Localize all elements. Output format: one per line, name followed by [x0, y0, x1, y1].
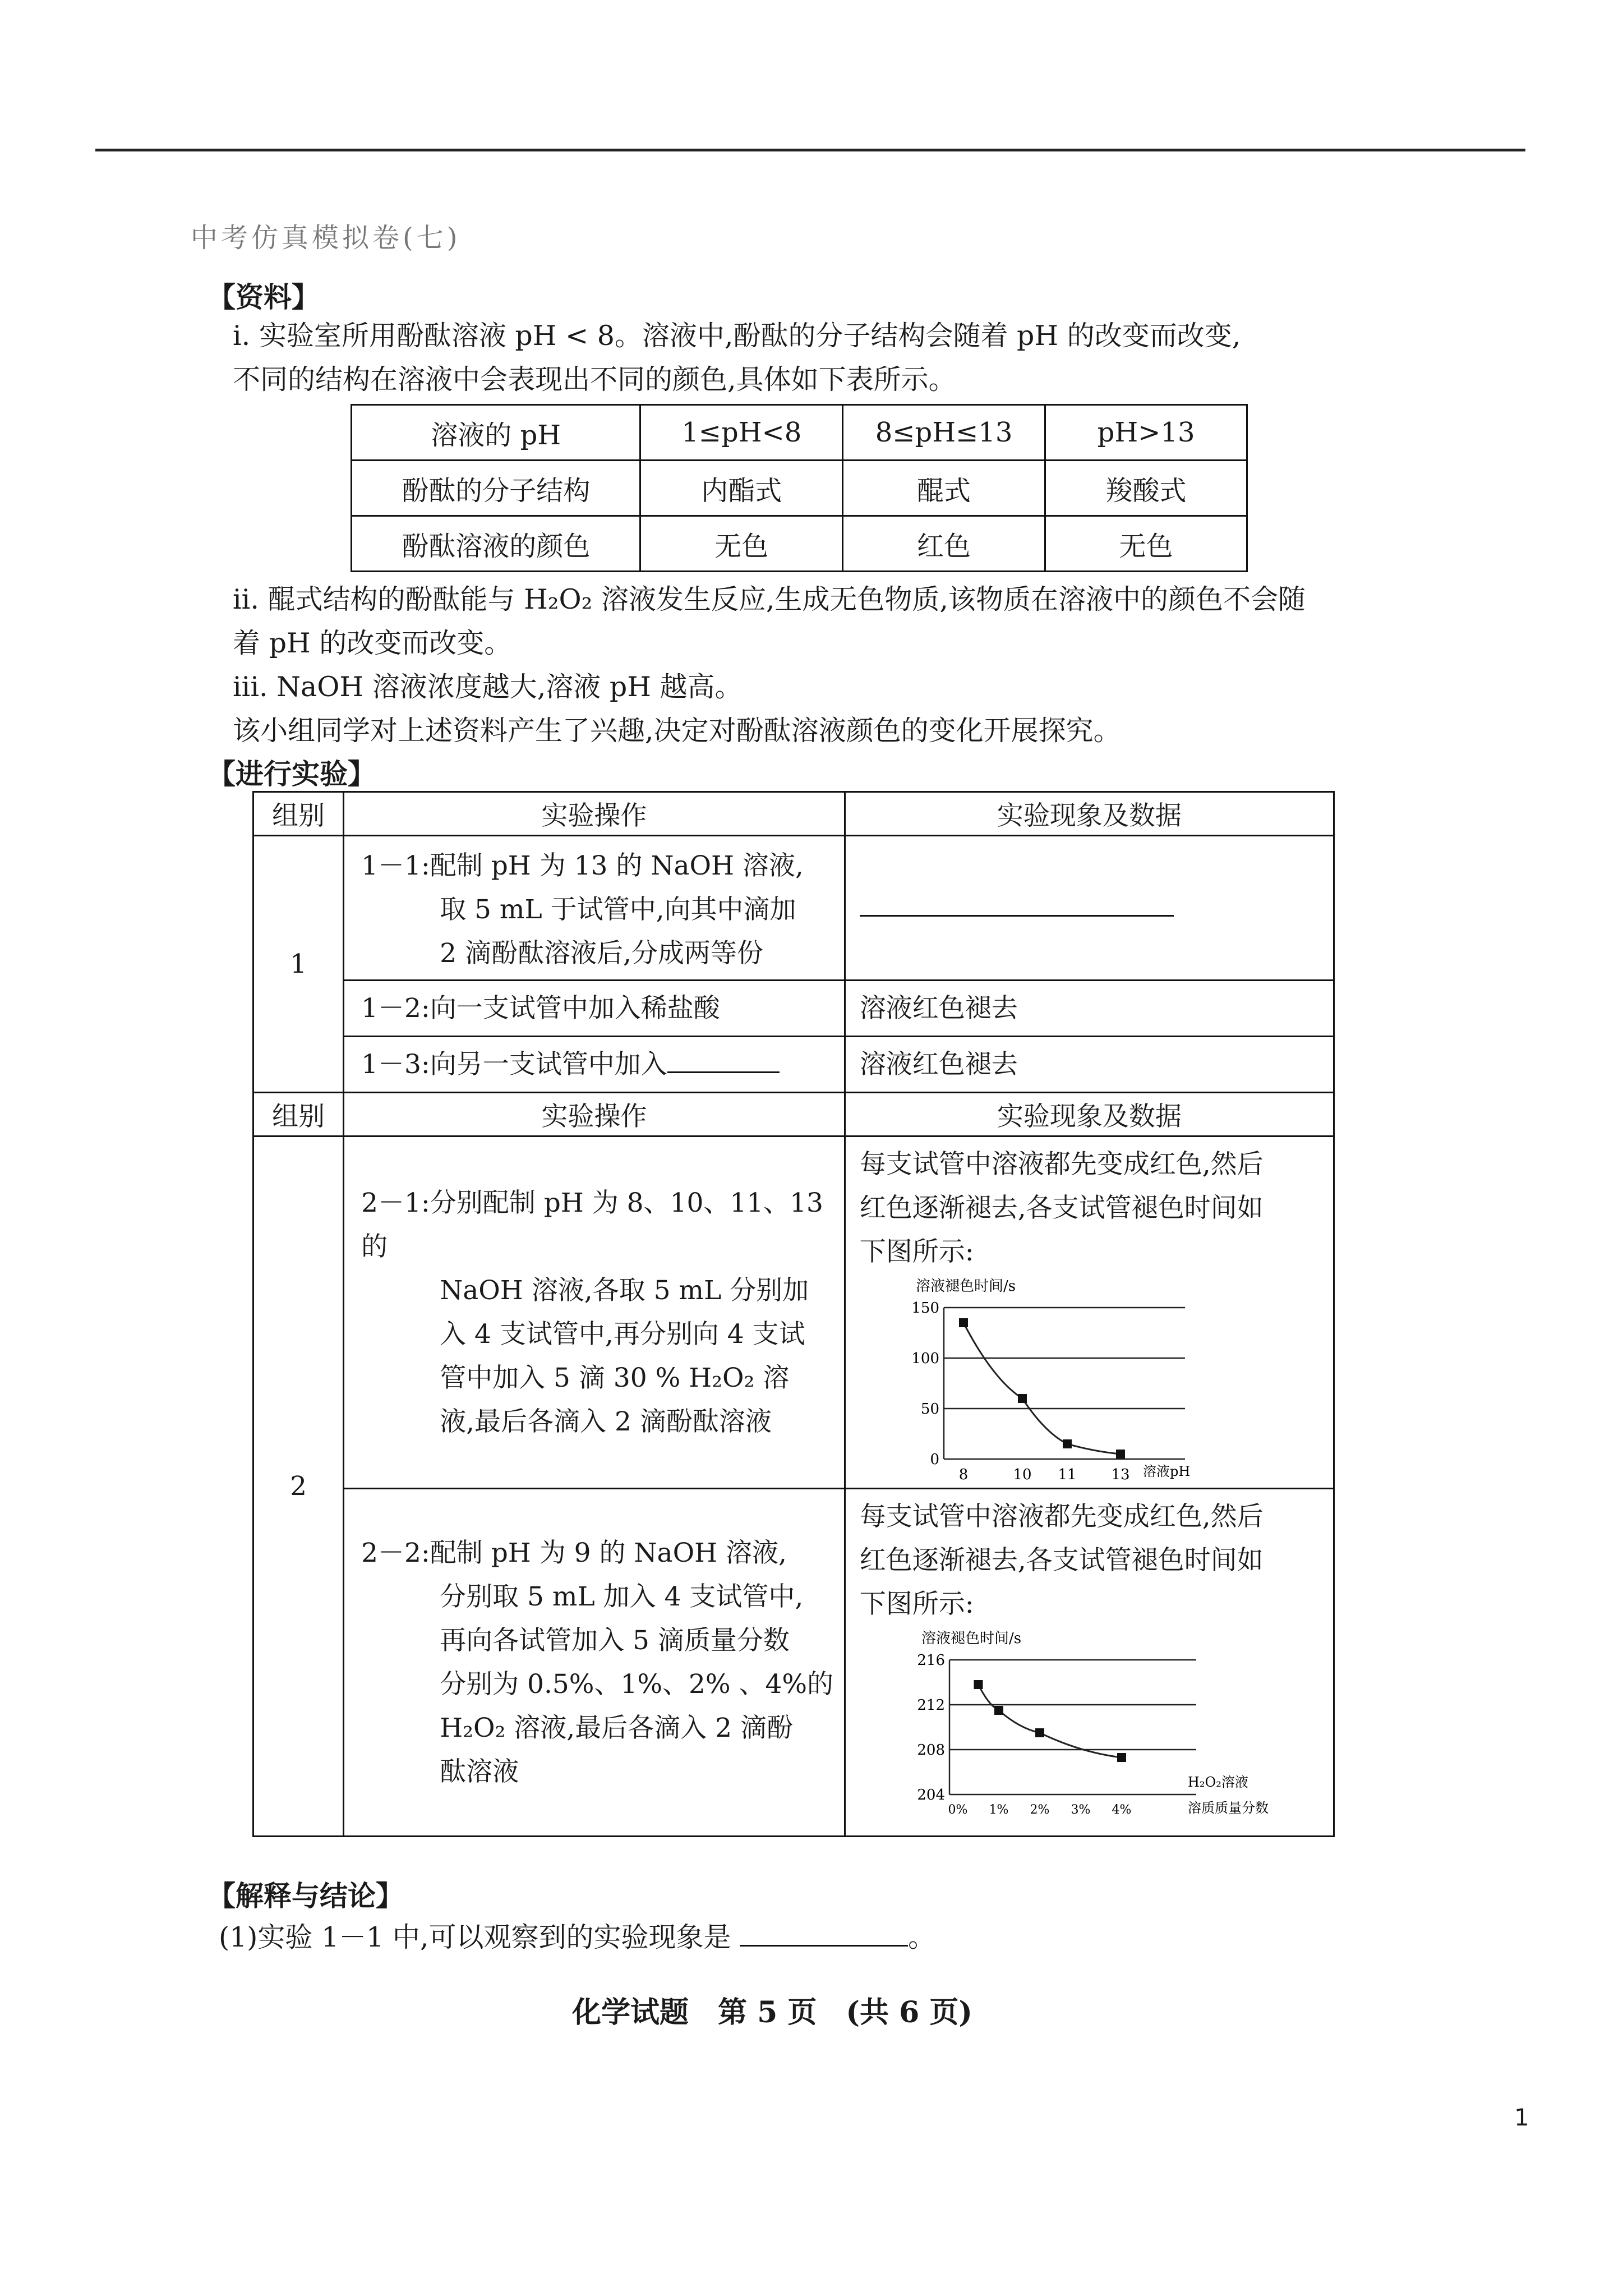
x-tick-label: 0%	[948, 1803, 968, 1817]
header-operation: 实验操作	[344, 792, 845, 836]
data-point	[959, 1318, 968, 1327]
info-ii-line1: ii. 醌式结构的酚酞能与 H₂O₂ 溶液发生反应,生成无色物质,该物质在溶液中的颜色不会随	[233, 583, 1306, 615]
info-iii: iii. NaOH 溶液浓度越大,溶液 pH 越高。	[233, 671, 743, 703]
res-2-2	[845, 1489, 1334, 1837]
table-row	[352, 461, 1247, 516]
section-conclusion: 【解释与结论】	[208, 1879, 404, 1912]
info-note: 该小组同学对上述资料产生了兴趣,决定对酚酞溶液颜色的变化开展探究。	[233, 715, 1121, 747]
table-cell: 红色	[843, 516, 1045, 572]
answer-blank-q1[interactable]	[740, 1922, 908, 1947]
res-2-2-line: 红色逐渐褪去,各支试管褪色时间如	[859, 1545, 1264, 1576]
op-2-1-line: NaOH 溶液,各取 5 mL 分别加	[440, 1274, 809, 1306]
x-tick-label: 1%	[989, 1803, 1009, 1817]
question-1-text: (1)实验 1－1 中,可以观察到的实验现象是	[219, 1921, 731, 1953]
question-1	[219, 1916, 935, 1959]
series-line	[963, 1323, 1121, 1454]
question-1-suffix: 。	[908, 1921, 936, 1953]
res-2-2-line: 每支试管中溶液都先变成红色,然后	[859, 1501, 1264, 1532]
answer-blank-1-1[interactable]	[860, 892, 1174, 917]
table-cell: 羧酸式	[1045, 461, 1247, 516]
data-point	[1018, 1394, 1027, 1403]
res-2-2-line: 下图所示:	[859, 1589, 974, 1619]
table-cell: 无色	[1045, 516, 1247, 572]
op-2-1	[344, 1137, 845, 1489]
data-point	[1035, 1728, 1044, 1737]
y-tick-label: 216	[917, 1652, 945, 1669]
x-tick-label: 11	[1058, 1466, 1077, 1483]
op-2-2-line: 酞溶液	[440, 1756, 519, 1787]
x-tick-label: 4%	[1112, 1803, 1132, 1817]
op-1-1-line: 1－1:配制 pH 为 13 的 NaOH 溶液,	[361, 850, 804, 881]
group-2: 2	[253, 1137, 344, 1837]
table-row	[253, 836, 1334, 981]
page-number: 1	[1514, 2104, 1529, 2131]
table-cell: pH>13	[1045, 405, 1247, 461]
table-cell: 8≤pH≤13	[843, 405, 1045, 461]
x-tick-label: 8	[958, 1466, 969, 1483]
op-1-3	[344, 1037, 845, 1093]
section-ziliao: 【资料】	[208, 280, 320, 314]
table-row	[253, 981, 1334, 1037]
res-2-1	[845, 1137, 1334, 1489]
table-row	[352, 516, 1247, 572]
res-1-3: 溶液红色褪去	[845, 1037, 1334, 1093]
op-2-1-line: 入 4 支试管中,再分别向 4 支试	[440, 1318, 805, 1350]
op-2-2-line: 再向各试管加入 5 滴质量分数	[440, 1625, 790, 1656]
op-1-1-line: 取 5 mL 于试管中,向其中滴加	[440, 894, 796, 925]
data-point	[994, 1706, 1003, 1715]
op-2-1-line: 2－1:分别配制 pH 为 8、10、11、13 的	[361, 1187, 823, 1262]
header-group: 组别	[253, 792, 344, 836]
table-row	[253, 1489, 1334, 1837]
header-result-2: 实验现象及数据	[845, 1093, 1334, 1137]
y-axis-label: 溶液褪色时间/s	[921, 1630, 1021, 1647]
table-cell: 无色	[640, 516, 843, 572]
chart-ph-vs-time	[905, 1274, 1297, 1487]
res-2-1-line: 下图所示:	[859, 1236, 974, 1267]
table-row	[352, 405, 1247, 461]
table-cell: 内酯式	[640, 461, 843, 516]
page-header: 中考仿真模拟卷(七)	[191, 222, 461, 254]
op-1-1-line: 2 滴酚酞溶液后,分成两等份	[440, 938, 763, 969]
info-ii-line2: 着 pH 的改变而改变。	[233, 627, 512, 659]
y-tick-label: 208	[917, 1742, 945, 1759]
op-1-1	[344, 836, 845, 981]
op-2-2-line: 2－2:配制 pH 为 9 的 NaOH 溶液,	[361, 1537, 787, 1568]
table-cell: 酚酞的分子结构	[352, 461, 640, 516]
info-i-line2: 不同的结构在溶液中会表现出不同的颜色,具体如下表所示。	[233, 364, 956, 395]
data-point	[974, 1680, 983, 1689]
y-tick-label: 0	[930, 1451, 939, 1468]
y-tick-label: 204	[917, 1787, 945, 1803]
header-group-2: 组别	[253, 1093, 344, 1137]
table-cell: 酚酞溶液的颜色	[352, 516, 640, 572]
y-tick-label: 100	[911, 1350, 939, 1367]
x-axis-label: 溶液pH	[1142, 1464, 1191, 1479]
table-cell: 1≤pH<8	[640, 405, 843, 461]
x-tick-label: 13	[1111, 1466, 1130, 1483]
group-1: 1	[253, 836, 344, 1093]
res-1-1[interactable]	[845, 836, 1334, 981]
y-tick-label: 212	[917, 1697, 945, 1714]
res-2-1-line: 红色逐渐褪去,各支试管褪色时间如	[859, 1193, 1264, 1223]
op-2-1-line: 液,最后各滴入 2 滴酚酞溶液	[440, 1406, 772, 1437]
x-axis-label-line2: 溶质质量分数	[1187, 1800, 1269, 1816]
page-footer: 化学试题 第 5 页 (共 6 页)	[572, 1995, 972, 2030]
op-1-3-text: 1－3:向另一支试管中加入	[361, 1048, 667, 1080]
op-2-2-line: 分别取 5 mL 加入 4 支试管中,	[440, 1581, 804, 1612]
info-i-line1: i. 实验室所用酚酞溶液 pH < 8。溶液中,酚酞的分子结构会随着 pH 的改变而改变,	[233, 320, 1241, 352]
chart-h2o2-vs-time	[882, 1626, 1308, 1828]
y-axis-label: 溶液褪色时间/s	[915, 1278, 1016, 1295]
table-row	[253, 1093, 1334, 1137]
op-2-2-line: H₂O₂ 溶液,最后各滴入 2 滴酚	[440, 1712, 793, 1743]
answer-blank-1-3[interactable]	[667, 1055, 780, 1073]
data-point	[1116, 1450, 1125, 1458]
x-tick-label: 3%	[1071, 1803, 1091, 1817]
experiment-table	[252, 791, 1335, 1837]
header-result: 实验现象及数据	[845, 792, 1334, 836]
top-rule	[95, 149, 1525, 151]
x-tick-label: 2%	[1030, 1803, 1050, 1817]
op-2-1-line: 管中加入 5 滴 30 % H₂O₂ 溶	[440, 1362, 790, 1393]
x-tick-label: 10	[1013, 1466, 1032, 1483]
table-row	[253, 1037, 1334, 1093]
data-point	[1063, 1439, 1072, 1448]
header-operation-2: 实验操作	[344, 1093, 845, 1137]
res-1-2: 溶液红色褪去	[845, 981, 1334, 1037]
section-experiment: 【进行实验】	[208, 757, 376, 790]
series-line	[978, 1685, 1122, 1757]
table-row	[253, 792, 1334, 836]
table-cell: 醌式	[843, 461, 1045, 516]
op-1-2: 1－2:向一支试管中加入稀盐酸	[344, 981, 845, 1037]
y-tick-label: 150	[911, 1300, 939, 1317]
y-tick-label: 50	[920, 1401, 939, 1418]
op-2-2	[344, 1489, 845, 1837]
op-2-2-line: 分别为 0.5%、1%、2% 、4%的	[440, 1668, 834, 1700]
res-2-1-line: 每支试管中溶液都先变成红色,然后	[859, 1149, 1264, 1180]
data-point	[1117, 1753, 1126, 1762]
x-axis-label-line1: H₂O₂溶液	[1187, 1774, 1248, 1790]
ph-color-table	[351, 404, 1248, 572]
table-cell: 溶液的 pH	[352, 405, 640, 461]
table-row	[253, 1137, 1334, 1489]
